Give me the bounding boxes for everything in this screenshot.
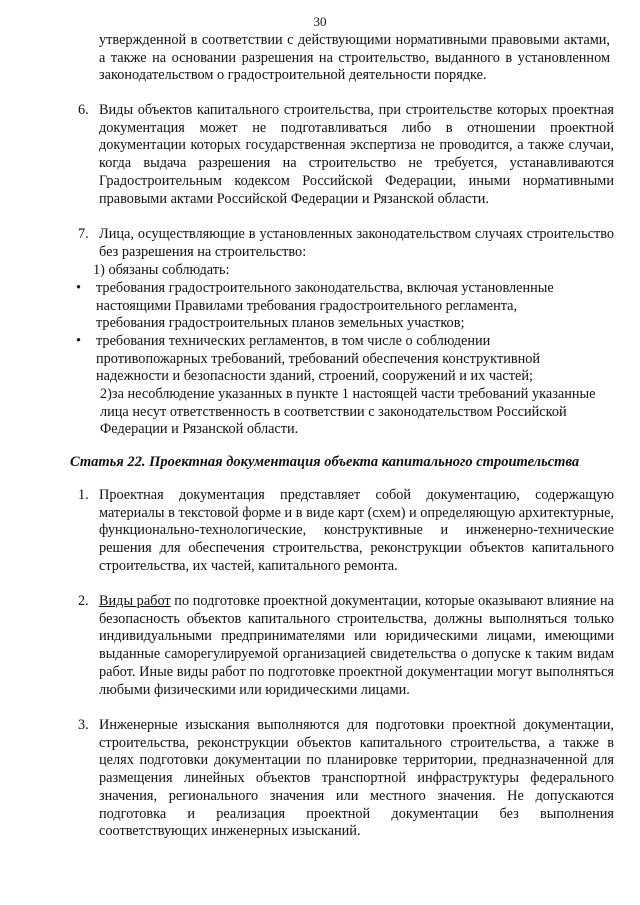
item-number: 3.	[78, 717, 89, 733]
bullet-text: требования градостроительного законодательства, включая установленные настоящими Правилами требования градостроительного регламента, требования градостроительных планов земельных участков;	[96, 280, 554, 332]
list-item-7	[66, 226, 614, 261]
item-lead: Виды работ	[99, 593, 171, 609]
bullet-item	[66, 280, 586, 333]
item-number: 6.	[78, 102, 89, 118]
bullet-icon: •	[76, 333, 82, 349]
article-item-2	[66, 593, 614, 699]
item-text: Виды объектов капитального строительства, при строительстве которых проектная документация может не подготавливаться либо в отношении проектной документации которых государственная экспертиза не проводится, а также случаи, когда выдача разрешения на строительство не требуется, устанавливаются Градостроительным кодексом Российской Федерации, иными нормативными правовыми актами Российской Федерации и Рязанской области.	[99, 102, 614, 207]
item-text: по подготовке проектной документации, которые оказывают влияние на безопасность объектов капитального строительства, должны выполняться только индивидуальными предпринимателями или юридическими лицами, имеющими выданные саморегулируемой организацией свидетельства о допуске к таким видам работ. Иные виды работ по подготовке проектной документации могут выполняться любыми физическими или юридическими лицами.	[99, 593, 614, 698]
bullet-icon: •	[76, 280, 82, 296]
item-number: 1.	[78, 487, 89, 503]
subitem-2	[100, 386, 610, 439]
subitem-text: за несоблюдение указанных в пункте 1 настоящей части требований указанные лица несут ответственность в соответствии с законодательством Российской Федерации и Рязанской области.	[100, 386, 596, 438]
subitem-number: 2)	[100, 386, 112, 402]
list-item-6	[66, 102, 614, 208]
item-number: 2.	[78, 593, 89, 609]
article-heading: Статья 22. Проектная документация объекта капитального строительства	[70, 454, 580, 470]
item-text: Проектная документация представляет собой документацию, содержащую материалы в текстовой форме и в виде карт (схем) и определяющую архитектурные, функционально-технологические, конструктивные и инженерно-технические решения для обеспечения строительства, реконструкции объектов капитального строительства, их частей, капитального ремонта.	[99, 487, 614, 574]
page-number: 30	[313, 14, 327, 29]
article-item-1	[66, 487, 614, 576]
item-text: Лица, осуществляющие в установленных законодательством случаях строительство без разрешения на строительство:	[99, 226, 614, 260]
bullet-item	[66, 333, 586, 386]
item-number: 7.	[78, 226, 89, 242]
bullet-text: требования технических регламентов, в том числе о соблюдении противопожарных требований, требований обеспечения конструктивной надежности и безопасности зданий, строений, сооружений и их частей;	[96, 333, 541, 385]
item-text: Инженерные изыскания выполняются для подготовки проектной документации, строительства, реконструкции объектов капитального строительства, а также в целях подготовки документации по планировке территории, предназначенной для размещения линейных объектов транспортной инфраструктуры федерального значения, регионального значения или местного значения. Не допускаются подготовка и реализация проектной документации без выполнения соответствующих инженерных изысканий.	[99, 717, 614, 840]
article-item-3	[66, 717, 614, 841]
subitem-1: 1) обязаны соблюдать:	[93, 262, 230, 278]
continuation-paragraph: утвержденной в соответствии с действующими нормативными правовыми актами, а также на основании разрешения на строительство, выданного в установленном законодательством о градостроительной деятельности порядке.	[99, 32, 610, 84]
